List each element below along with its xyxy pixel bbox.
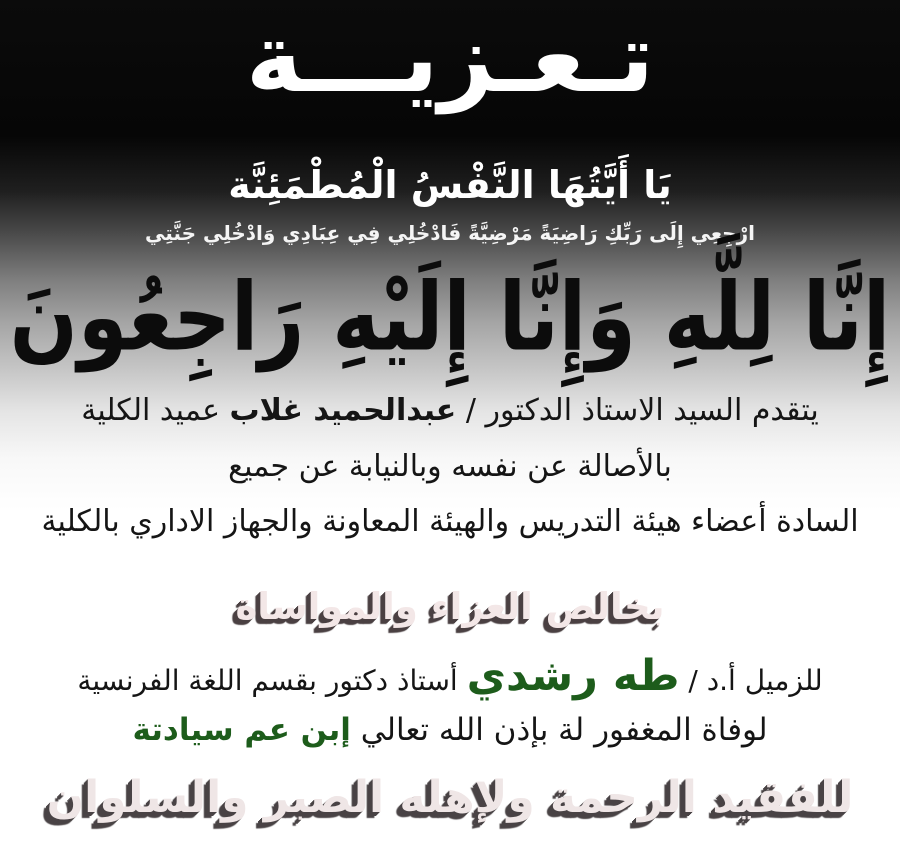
announcement-line-3: السادة أعضاء هيئة التدريس والهيئة المعاونة والجهاز الاداري بالكلية (41, 504, 859, 539)
condolence-banner: بخالص العزاء والمواساة (235, 585, 665, 628)
announcement-line-1 (0, 393, 900, 428)
deceased-line (0, 712, 900, 748)
colleague-line (0, 651, 900, 701)
dean-name: عبدالحميد غلاب (229, 393, 457, 428)
quran-verse-main: يَا أَيَّتُهَا النَّفْسُ الْمُطْمَئِنَّة (228, 163, 672, 207)
colleague-suffix: أستاذ دكتور بقسم اللغة الفرنسية (77, 664, 467, 697)
closing-banner: للفقيد الرحمة ولإهله الصبر والسلوان (46, 772, 854, 823)
calligraphy-inna-lillah: إِنَّا لِلَّهِ وَإِنَّا إِلَيْهِ رَاجِعُونَ (9, 262, 891, 372)
announcement-line-2: بالأصالة عن نفسه وبالنيابة عن جميع (228, 449, 672, 484)
announcement-line-1-prefix: يتقدم السيد الاستاذ الدكتور / (456, 393, 819, 428)
colleague-prefix: للزميل أ.د / (679, 664, 823, 697)
colleague-name: طه رشدي (466, 651, 680, 701)
quran-verse-continuation: ارْجِعِي إِلَى رَبِّكِ رَاضِيَةً مَرْضِيَّةً فَادْخُلِي فِي عِبَادِي وَادْخُلِي جَنَّتِي (145, 221, 755, 245)
poster-title: تـعـزيـــة (245, 2, 655, 114)
deceased-prefix: لوفاة المغفور لة بإذن الله تعالي (350, 712, 768, 748)
announcement-line-1-suffix: عميد الكلية (81, 393, 230, 428)
deceased-relation: إبن عم سيادتة (132, 712, 351, 748)
